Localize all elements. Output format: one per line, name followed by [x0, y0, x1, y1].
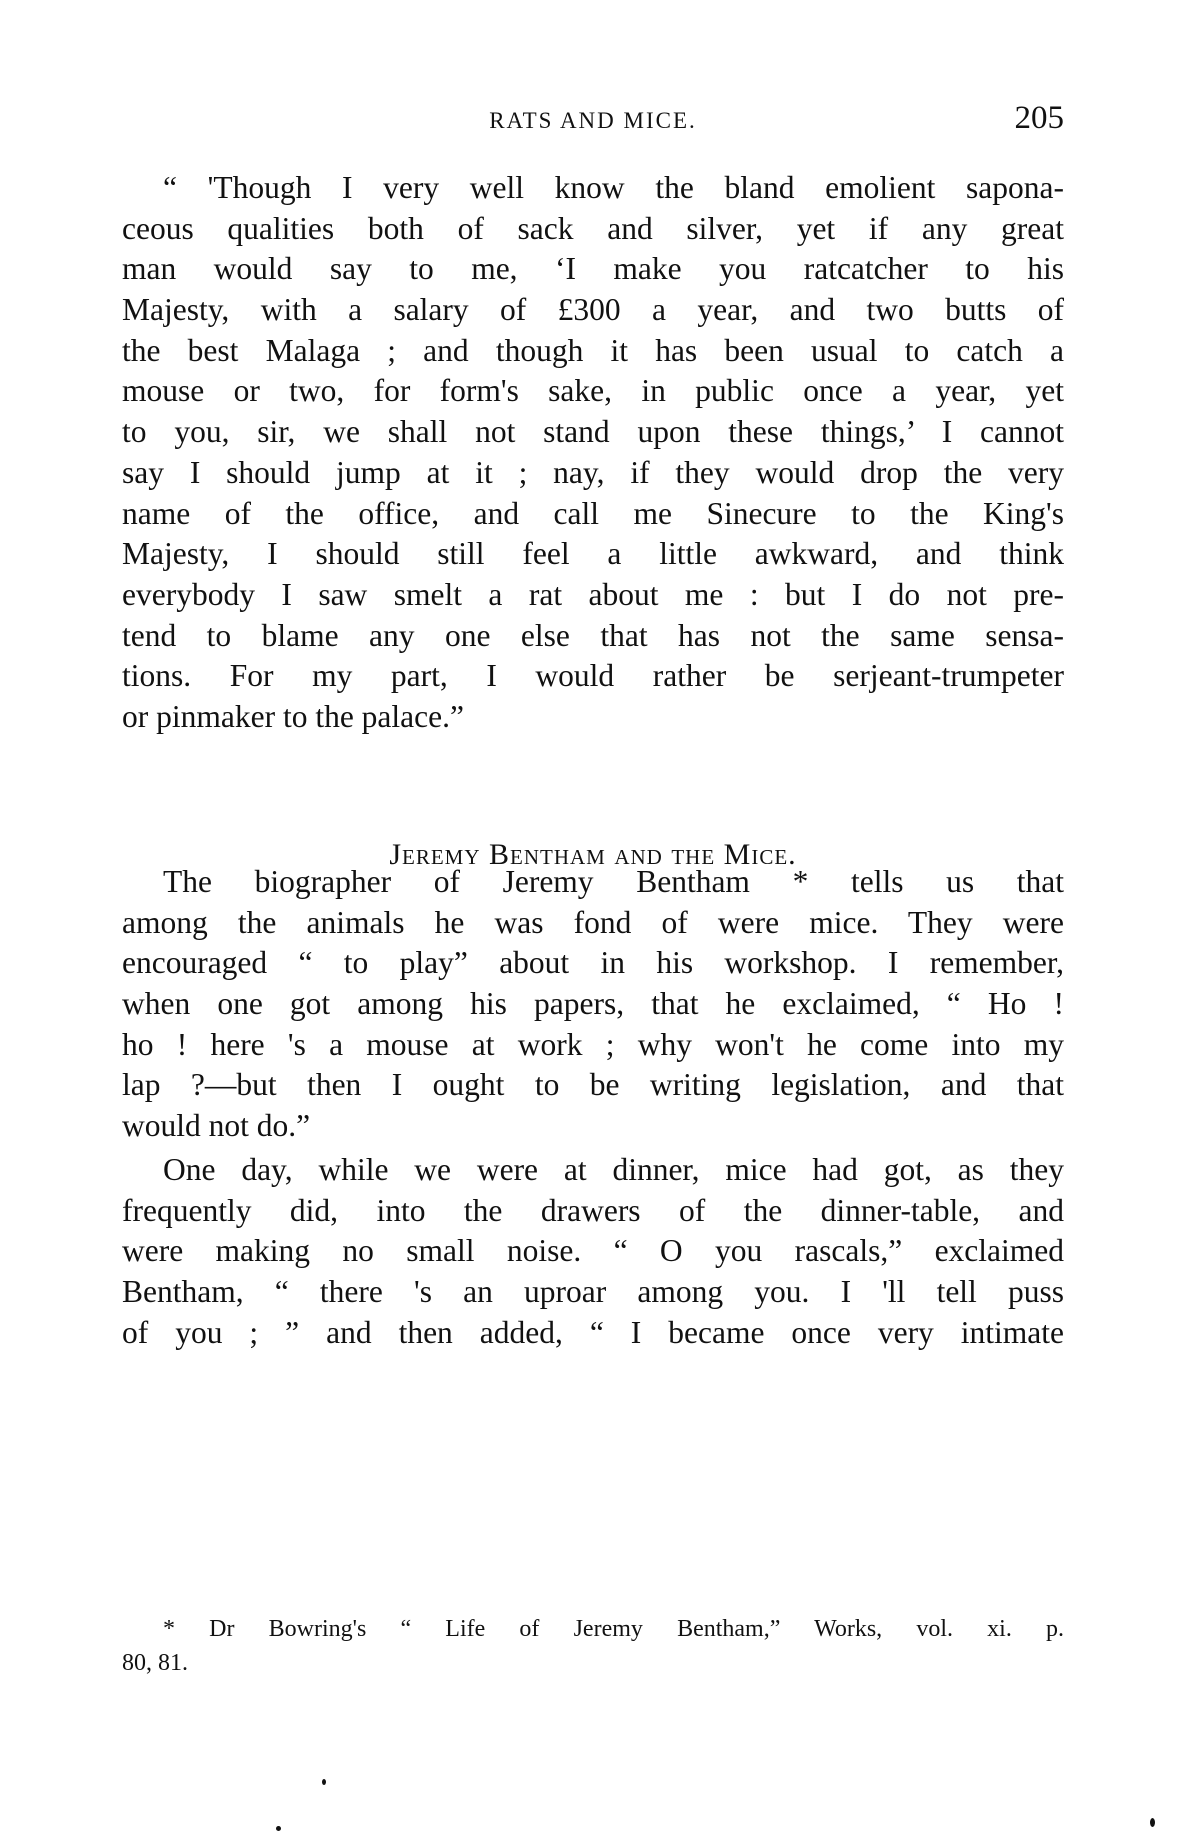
- text-line: the best Malaga ; and though it has been usual to catch a: [122, 332, 1064, 368]
- text-line: “ 'Though I very well know the bland emolient sapona-: [163, 170, 1064, 205]
- text-line: Majesty, with a salary of £300 a year, and two butts of: [122, 292, 1064, 328]
- text-line: tend to blame any one else that has not the same sensa-: [122, 617, 1064, 653]
- text-line: were making no small noise. “ O you rascals,” exclaimed: [122, 1233, 1064, 1269]
- text-line: or pinmaker to the palace.”: [122, 698, 464, 734]
- page-number: 205: [1014, 100, 1064, 136]
- text-line: of you ; ” and then added, “ I became once very intimate: [122, 1314, 1064, 1350]
- quoted-passage: [122, 168, 1064, 738]
- text-line: frequently did, into the drawers of the dinner-table, and: [122, 1192, 1064, 1228]
- text-line: Majesty, I should still feel a little awkward, and think: [122, 536, 1064, 572]
- text-line: The biographer of Jeremy Bentham * tells us that: [163, 864, 1064, 899]
- text-line: ceous qualities both of sack and silver, yet if any great: [122, 210, 1064, 246]
- text-line: say I should jump at it ; nay, if they would drop the very: [122, 454, 1064, 490]
- text-line: ho ! here 's a mouse at work ; why won't he come into my: [122, 1026, 1064, 1062]
- text-line: everybody I saw smelt a rat about me : but I do not pre-: [122, 576, 1064, 612]
- text-line: Bentham, “ there 's an uproar among you. I 'll tell puss: [122, 1274, 1064, 1310]
- bentham-paragraph-two: [122, 1150, 1064, 1353]
- scan-speck: [276, 1826, 281, 1831]
- text-line: One day, while we were at dinner, mice had got, as they: [163, 1152, 1064, 1187]
- text-line: name of the office, and call me Sinecure to the King's: [122, 495, 1064, 531]
- footnote: [122, 1612, 1064, 1680]
- text-line: man would say to me, ‘I make you ratcatcher to his: [122, 251, 1064, 287]
- bentham-paragraph-one: [122, 862, 1064, 1147]
- running-head: [122, 100, 1064, 140]
- text-line: when one got among his papers, that he exclaimed, “ Ho !: [122, 986, 1064, 1022]
- scan-speck: [1150, 1818, 1155, 1827]
- scan-speck: [322, 1779, 326, 1785]
- text-line: among the animals he was fond of were mice. They were: [122, 904, 1064, 940]
- running-title: RATS AND MICE.: [489, 108, 697, 133]
- text-line: mouse or two, for form's sake, in public once a year, yet: [122, 373, 1064, 409]
- text-line: would not do.”: [122, 1108, 311, 1144]
- footnote-line: * Dr Bowring's “ Life of Jeremy Bentham,” Works, vol. xi. p.: [163, 1616, 1064, 1642]
- footnote-line: 80, 81.: [122, 1650, 188, 1676]
- text-line: to you, sir, we shall not stand upon these things,’ I cannot: [122, 414, 1064, 450]
- text-line: encouraged “ to play” about in his workshop. I remember,: [122, 945, 1064, 981]
- text-line: lap ?—but then I ought to be writing legislation, and that: [122, 1067, 1064, 1103]
- section-heading: Jeremy Bentham and the Mice.: [389, 838, 797, 871]
- text-line: tions. For my part, I would rather be serjeant-trumpeter: [122, 658, 1064, 694]
